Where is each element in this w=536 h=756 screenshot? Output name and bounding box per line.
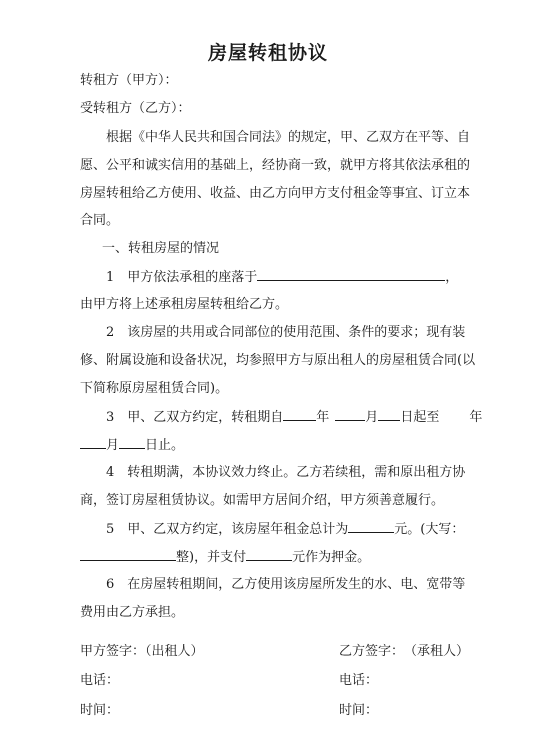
clause-5-text: 整)，并支付 xyxy=(176,550,247,565)
clause-2-line: 2 该房屋的共用或合同部位的使用范围、条件的要求；现有装 xyxy=(106,325,466,340)
party-b-label: 受转租方（乙方）： xyxy=(80,101,191,116)
start-day-blank[interactable] xyxy=(378,408,400,421)
intro-line: 房屋转租给乙方使用、收益、由乙方向甲方支付租金等事宜、订立本 xyxy=(80,186,471,201)
clause-2-line: 修、附属设施和设备状况，均参照甲方与原出租人的房屋租赁合同(以 xyxy=(80,353,476,368)
clause-3-text: 年 xyxy=(469,410,483,425)
party-a-phone-label: 电话： xyxy=(80,673,120,688)
clause-6-line: 6 在房屋转租期间，乙方使用该房屋所发生的水、电、宽带等 xyxy=(106,577,466,592)
clause-1-prefix: 1 甲方依法承租的座落于 xyxy=(106,270,258,285)
clause-3-text: 日止。 xyxy=(145,438,185,453)
section-heading: 一、转租房屋的情况 xyxy=(102,241,220,256)
clause-6-line: 费用由乙方承担。 xyxy=(80,605,185,620)
clause-5-line xyxy=(80,548,370,567)
clause-3-text: 日起至 xyxy=(400,410,440,425)
intro-line: 根据《中华人民共和国合同法》的规定，甲、乙双方在平等、自 xyxy=(106,130,471,145)
party-b-phone-label: 电话： xyxy=(339,673,379,688)
document-title: 房屋转租协议 xyxy=(207,42,328,64)
intro-line: 愿、公平和诚实信用的基础上，经协商一致，就甲方将其依法承租的 xyxy=(80,158,471,173)
clause-4-line: 商，签订房屋租赁协议。如需甲方居间介绍，甲方须善意履行。 xyxy=(80,493,445,508)
clause-3-line xyxy=(106,408,482,427)
clause-3-text: 3 甲、乙双方约定，转租期自 xyxy=(106,410,284,425)
annual-rent-blank[interactable] xyxy=(348,520,394,533)
clause-3-text: 月 xyxy=(106,438,120,453)
clause-5-text: 元。(大写： xyxy=(394,522,465,537)
party-a-time-label: 时间： xyxy=(80,703,120,718)
rent-in-words-blank[interactable] xyxy=(80,548,176,561)
clause-5-line xyxy=(106,520,464,539)
party-a-label: 转租方（甲方）： xyxy=(80,73,178,88)
clause-5-text: 元作为押金。 xyxy=(292,550,371,565)
clause-2-line: 下简称原房屋租赁合同)。 xyxy=(80,381,229,396)
end-day-blank[interactable] xyxy=(119,436,145,449)
clause-4-line: 4 转租期满，本协议效力终止。乙方若续租，需和原出租方协 xyxy=(106,465,466,480)
deposit-blank[interactable] xyxy=(246,548,292,561)
intro-line: 合同。 xyxy=(80,213,120,228)
start-month-blank[interactable] xyxy=(335,408,365,421)
clause-5-text: 5 甲、乙双方约定，该房屋年租金总计为 xyxy=(106,522,349,537)
start-year-blank[interactable] xyxy=(283,408,316,421)
address-blank[interactable] xyxy=(257,268,445,281)
party-b-signature-label: 乙方签字： （承租人） xyxy=(339,644,470,659)
clause-1-suffix: ， xyxy=(445,270,459,285)
clause-3-text: 年 xyxy=(316,410,330,425)
party-a-signature-label: 甲方签字：（出租人） xyxy=(80,644,204,659)
end-month-blank[interactable] xyxy=(80,436,106,449)
clause-3-text: 月 xyxy=(365,410,379,425)
clause-3-line xyxy=(80,436,184,455)
clause-1-line: 由甲方将上述承租房屋转租给乙方。 xyxy=(80,297,289,312)
party-b-time-label: 时间： xyxy=(339,703,379,718)
clause-1-line xyxy=(106,268,458,287)
